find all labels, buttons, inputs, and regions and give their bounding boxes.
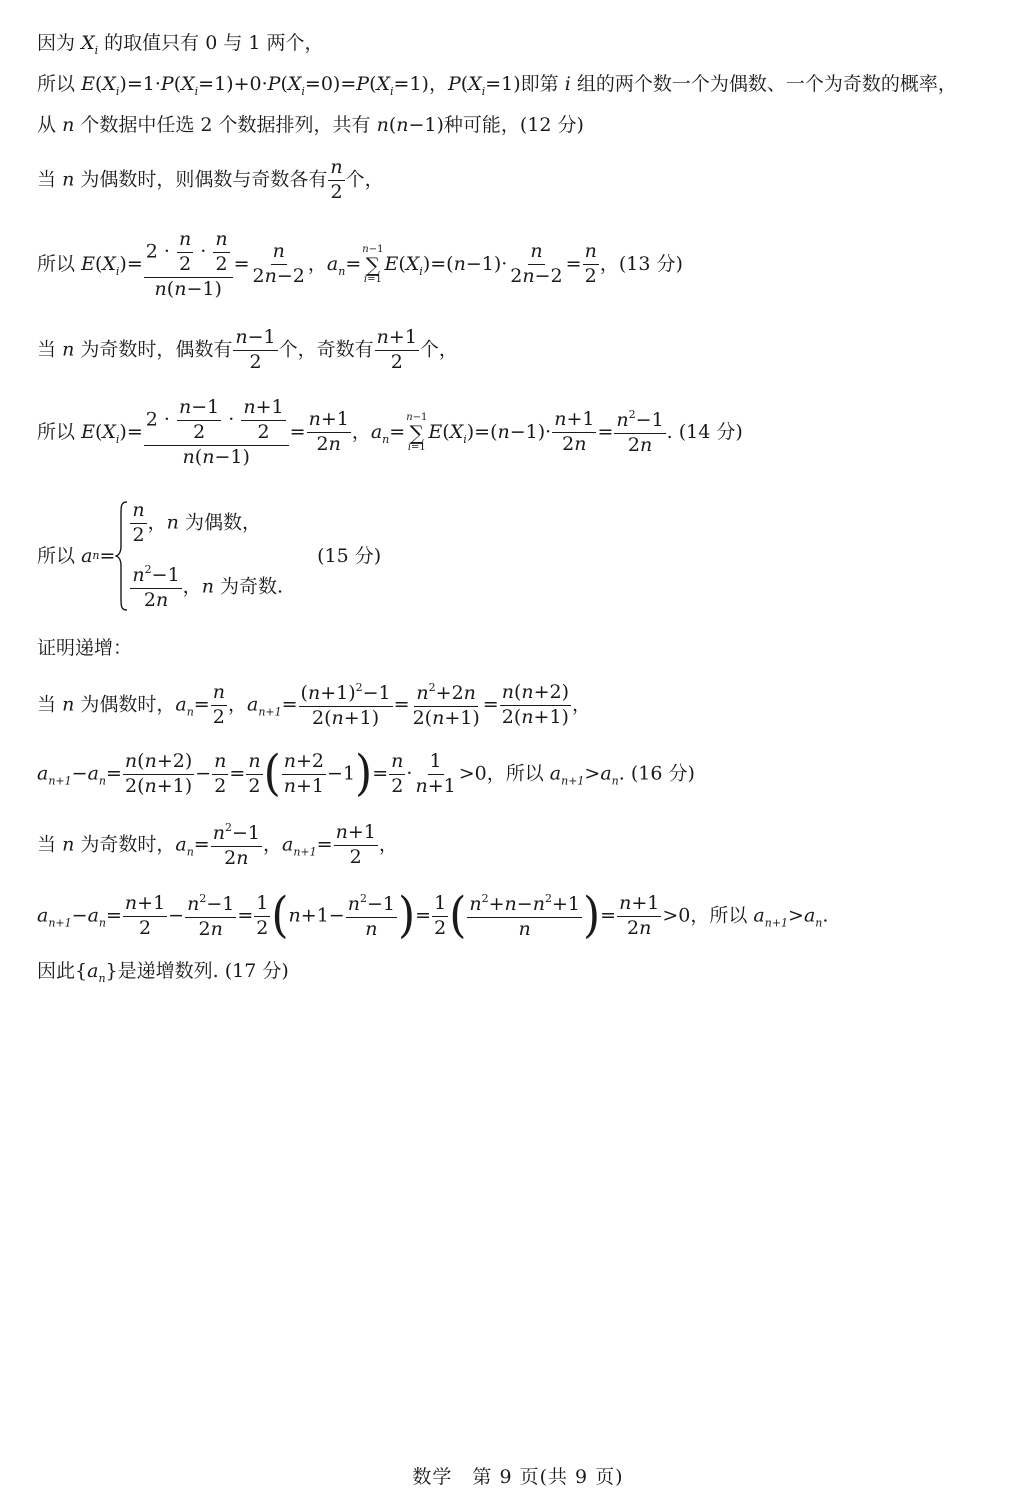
text: 当 [37,833,57,856]
text: 所以 [37,420,76,443]
left-brace-icon [115,500,129,612]
text: 所以 [37,545,76,567]
text: 当 [37,168,57,191]
text: 为奇数时，偶数有 [80,338,233,361]
line-1: 因为 $X_i$ 的取值只有 0 与 1 两个， [37,32,324,57]
text: 当 [37,338,57,361]
text: ，(13 分) [599,252,683,275]
line-13: $a_{n+1}-a_n=$ $\frac{n+1}{2}$ − $\frac{n^2-1}{2n}$ = $\frac{1}{2}$ (n+1− $\frac{n^2-1}{n}$ )= $\frac{1}{2}$ ( $\frac{n^2+n-n^2+1}{n}$ )= $\frac{n+1}{2n}$ >0，所以 $a_{n+1}>a_n$. [37,887,829,944]
line-9 [37,635,132,661]
line-12: 当 n 为奇数时，$a_n=$ $\frac{n^2-1}{2n}$ ，$a_{n+1}=$ $\frac{n+1}{2}$ ， [37,821,398,869]
text: 种可能，(12 分) [443,114,584,136]
text: 从 [37,114,57,136]
text: . (16 分) [618,762,695,785]
text: 是递增数列. (17 分) [117,960,289,982]
text: 因此 [37,960,76,982]
line-14: 因此$\{a_n\}$是递增数列. (17 分) [37,960,289,985]
text: 所以 [709,904,748,927]
text: 为奇数. [219,575,284,598]
transcript [0,0,1,1]
text: (15 分) [317,545,382,567]
line-11: $a_{n+1}-a_n=$ $\frac{n(n+2)}{2(n+1)}$ − $\frac{n}{2}$ = $\frac{n}{2}$ ( $\frac{n+2}{n+1}$ −1)= $\frac{n}{2}$ · $\frac{1}{n+1}$ >0，所以 $a_{n+1}>a_n$. (16 分) [37,745,695,802]
text: 为偶数， [184,511,261,534]
line-10: 当 n 为偶数时，$a_n=$ $\frac{n}{2}$ ，$a_{n+1}=$ $\frac{(n+1)^2-1}{2(n+1)}$ = $\frac{n^2+2n}{2(n+1)}$ = $\frac{n(n+2)}{2(n+1)}$ ， [37,681,592,729]
line-4: 当 n 为偶数时，则偶数与奇数各有 $\frac{n}{2}$ 个， [37,156,384,203]
text: 个数据中任选 2 个数据排列，共有 [80,114,371,136]
text: 为偶数时，则偶数与奇数各有 [80,168,328,191]
text: 所以 [37,252,76,275]
text: 即第 [520,73,559,95]
text: 组的两个数一个为偶数、一个为奇数的概率， [576,73,957,95]
text: 个， [419,338,458,361]
text: 证明递增： [37,637,133,659]
line-3: 从 n 个数据中任选 2 个数据排列，共有 n(n−1)种可能，(12 分) [37,114,584,136]
text: 为偶数时， [80,693,176,716]
text: . (14 分) [666,420,743,443]
line-5: 所以 $E(X_i)=$ 2 · $\frac{n}{2}$ · $\frac{n}{2}$ n(n−1) = $\frac{n}{2n-2}$ ，$a_n=$ n−1 ∑ i=1 $E(X_i)=(n-1)\cdot$ $\frac{n}{2n-2}$ = $\frac{n}{2}$ ，(13 分) [37,228,683,300]
line-7: 所以 $E(X_i)=$ 2 · $\frac{n-1}{2}$ · $\frac{n+1}{2}$ n(n−1) = $\frac{n+1}{2n}$ ，$a_n=$ n−1 ∑ i=1 $E(X_i)=(n-1)\cdot$ $\frac{n+1}{2n}$ = $\frac{n^2-1}{2n}$ . (14 分) [37,396,743,468]
text: 个，奇数有 [278,338,374,361]
cases-brace: $\frac{n}{2}$ ，n 为偶数， $\frac{n^2-1}{2n}$ ，n 为奇数. [115,500,283,612]
text: 因为 [37,32,76,54]
text: 当 [37,693,57,716]
text: 的取值只有 0 与 1 两个， [104,32,324,54]
page-footer: 数学 第 9 页(共 9 页) [412,1466,624,1488]
text: 为奇数时， [80,833,176,856]
line-8: 所以 an= $\frac{n}{2}$ ，n 为偶数， $\frac{n^2-1}{2n}$ ，n 为奇数. (15 分) [37,499,382,611]
line-2: 所以 $E(X_i)=1\cdot P(X_i=1)+0\cdot P(X_i=0)=P(X_i=1)$，$P(X_i=1)$即第 i 组的两个数一个为偶数、一个为奇数的概率， [37,73,957,98]
text: 个， [345,168,384,191]
text: 所以 [37,73,76,95]
text: 所以 [505,762,544,785]
line-6: 当 n 为奇数时，偶数有 $\frac{n-1}{2}$ 个，奇数有 $\frac{n+1}{2}$ 个， [37,326,458,373]
